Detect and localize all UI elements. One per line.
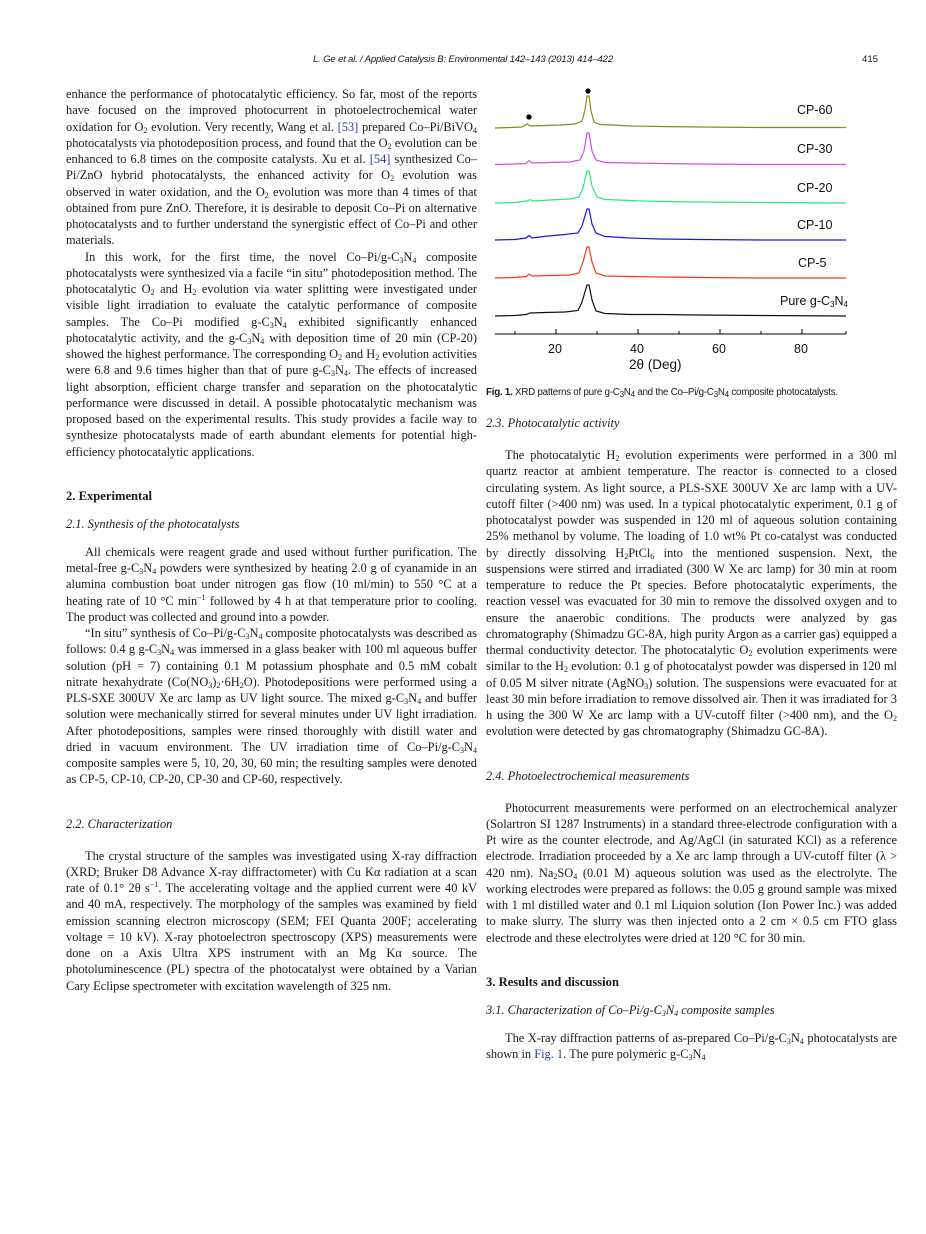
legend-cp5: CP-5: [798, 256, 827, 270]
legend-cp20: CP-20: [797, 181, 833, 195]
legend-cp30: CP-30: [797, 142, 833, 156]
subsection-heading-photoelectrochemical: 2.4. Photoelectrochemical measurements: [486, 768, 690, 783]
paragraph-characterization: The crystal structure of the samples was investigated using X-ray diffraction (XRD; Bruker D8 Advance X-ray diffractometer) with Cu Kα radiation at a scan rate of 0.1° 2θ $s^{-1}$. The accelerating voltage and the applied current were 40 kV and 40 mA, respectively. The morphology of the samples was examined by field emission scanning electron microscopy (SEM; FEI Quanta 200F; accelerating voltage = 10 kV). X-ray photoelectron spectroscopy (XPS) measurements were done on a Axis Ultra XPS instrument with an Mg Kα source. The photoluminescence (PL) spectra of the photocatalyst were obtained by a Varian Cary Eclipse spectrometer with excitation wavelength of 325 nm.: [66, 848, 477, 993]
paragraph-photoelectrochemical: Photocurrent measurements were performed on an electrochemical analyzer (Solartron SI 1287 Instruments) in a standard three-electrode configuration with a Pt wire as the counter electrode, and Ag/AgCl (in saturated KCl) as a reference electrode. Irradiation proceeded by a Xe arc lamp through a UV-cutoff filter (λ > 420 nm). $Na_2SO_4$ (0.01 M) aqueous solution was used as the electrolyte. The working electrodes were prepared as follows: the 0.05 g ground sample was mixed with 1 ml distilled water and 0.1 ml Liquion solution (Ion Power Inc.) was added to make slurry. The slurry was then injected onto a 2 cm × 0.5 cm FTO glass electrode and these electrolytes were dried at 120 °C for 30 min.: [486, 800, 897, 945]
subsection-heading-characterization-composite: 3.1. Characterization of $Co-Pi/g-C_3N_4$ composite samples: [486, 1002, 775, 1018]
section-heading-experimental: 2. Experimental: [66, 488, 153, 503]
x-axis-label: 2θ (Deg): [629, 357, 682, 372]
journal-citation: L. Ge et al. / Applied Catalysis B: Environmental 142–143 (2013) 414–422: [313, 54, 613, 65]
x-tick-label-60: 60: [712, 342, 726, 356]
subsection-heading-characterization: 2.2. Characterization: [66, 816, 173, 831]
paragraph-in-situ-synthesis: “In situ” synthesis of $Co-Pi/g-C_3N_4$ composite photocatalysts was described as follows: 0.4 g $g-C_3N_4$ was immersed in a glass beaker with 100 ml aqueous buffer solution (pH = 7) containing 0.1 M potassium phosphate and 0.5 mM cobalt nitrate hexahydrate $(Co(NO_3)_2\cdot 6H_2O)$. Photodepositions were performed using a PLS-SXE 300UV Xe arc lamp as UV light source. The mixed $g-C_3N_4$ and buffer solution were mechanically stirred for several minutes under UV light irradiation. After photodepositions, samples were rinsed thoroughly with distill water and dried in vacuum environment. The UV irradiation time of $Co-Pi/g-C_3N_4$ composite samples were 5, 10, 20, 30, 60 min; the resulting samples were denoted as CP-5, CP-10, CP-20, CP-30 and CP-60, respectively.: [66, 626, 477, 787]
legend-cp60: CP-60: [797, 103, 833, 117]
legend-pure-gc3n4: Pure $g-C_3N_4$: [780, 294, 848, 309]
figure-1-link[interactable]: Fig. 1: [534, 1047, 564, 1061]
paragraph-xrd-results: The X-ray diffraction patterns of as-prepared $Co-Pi/g-C_3N_4$ photocatalysts are shown in Fig. 1. The pure polymeric $g-C_3N_4$: [486, 1030, 897, 1062]
x-tick-label-80: 80: [794, 342, 808, 356]
paragraph-this-work: In this work, for the first time, the novel $Co-Pi/g-C_3N_4$ composite photocatalysts were synthesized via a facile “in situ” photodeposition method. The photocatalytic $O_2$ and $H_2$ evolution via water splitting were investigated under visible light irradiation to evaluate the catalytic performance of composite samples. The Co–Pi modified $g-C_3N_4$ exhibited significantly enhanced photocatalytic activity, and the $g-C_3N_4$ with deposition time of 20 min (CP-20) showed the highest performance. The corresponding $O_2$ and $H_2$ evolution activities were 6.8 and 9.6 times higher than that of pure $g-C_3N_4$. The effects of increased light absorption, efficient charge transfer and separation on the photocatalytic performance were discussed in detail. A possible photocatalytic mechanism was proposed based on the experimental results. This study provides a facile way to synthesize photocatalysts made of earth abundant elements for potential high-efficiency photocatalytic applications.: [66, 249, 478, 459]
left-column: [66, 86, 477, 994]
section-heading-results: 3. Results and discussion: [486, 974, 619, 989]
subsection-heading-synthesis: 2.1. Synthesis of the photocatalysts: [66, 516, 240, 531]
figure-1-caption: Fig. 1. XRD patterns of pure $g-C_3N_4$ and the $Co-Pi/g-C_3N_4$ composite photocatalysts.: [486, 387, 838, 399]
right-column: [486, 86, 897, 1062]
subsection-heading-photocatalytic-activity: 2.3. Photocatalytic activity: [486, 416, 620, 430]
figure-1-xrd-chart: [486, 86, 897, 386]
x-tick-label-20: 20: [548, 342, 562, 356]
reference-link-53[interactable]: [53]: [337, 119, 359, 134]
legend-cp10: CP-10: [797, 218, 833, 232]
paragraph-intro-end: enhance the performance of photocatalytic efficiency. So far, most of the reports have focused on the improved photocurrent in photoelectrochemical water oxidation for $O_2$ evolution. Very recently, Wang et al. [53] prepared Co–Pi/BiVO$_4$ photocatalysts via photodeposition process, and found that the $O_2$ evolution can be enhanced to 6.8 times on the composite catalysts. Xu et al. [54] synthesized Co–Pi/ZnO hybrid photocatalysts, the enhanced activity for $O_2$ evolution was observed in water oxidation, and the $O_2$ evolution was more than 4 times of that obtained from pure ZnO. Therefore, it is desirable to deposit Co–Pi on alternative photocatalysts and to further understand the synergistic effect of Co–Pi and other materials.: [66, 87, 477, 248]
running-header: [0, 54, 926, 70]
paragraph-synthesis: All chemicals were reagent grade and used without further purification. The metal-free $g-C_3N_4$ powders were synthesized by heating 2.0 g of cyanamide in an alumina combustion boat under nitrogen gas flow (10 ml/min) to 550 °C at a heating rate of 10 °C $\min^{-1}$ followed by 4 h at that temperature prior to cooling. The product was collected and ground into a powder.: [66, 544, 477, 624]
paragraph-photocatalytic-activity: The photocatalytic $H_2$ evolution experiments were performed in a 300 ml quartz reactor at ambient temperature. The reactor is connected to a closed circulating system. As light source, a PLS-SXE 300UV Xe arc lamp with a UV-cutoff filter (>400 nm) was used. In a typical photocatalytic experiment, 0.1 g of photocatalyst powder was suspended in 120 ml of aqueous solution containing 25% methanol by volume. The loading of 1.0 wt% Pt co-catalyst was conducted by directly dissolving $H_2PtCl_6$ into the mentioned suspension. Next, the suspensions were stirred and irradiated (300 W Xe arc lamp) for 30 min at room temperature to reduce the Pt species. Before photocatalytic experiments, the reaction vessel was evacuated for 30 min to remove the dissolved oxygen and to ensure the anaerobic conditions. The products were analyzed by gas chromatography (Shimadzu GC-8A, high purity Argon as a carrier gas) equipped a thermal conductivity detector. The photocatalytic $O_2$ evolution experiments were similar to the $H_2$ evolution: 0.1 g of photocatalyst powder was dispersed in 120 ml of 0.05 M silver nitrate (AgNO$_3$) solution. The suspensions were evacuated for at least 30 min before irradiation to remove dissolved air. Then it was irradiated for 3 h using the 300 W Xe arc lamp with a UV-cutoff filter (>400 nm), and the $O_2$ evolution were detected by gas chromatography (Shimadzu GC-8A).: [486, 448, 897, 739]
reference-link-54[interactable]: [54]: [369, 152, 391, 166]
page-number: 415: [861, 54, 878, 65]
x-tick-label-40: 40: [630, 342, 644, 356]
